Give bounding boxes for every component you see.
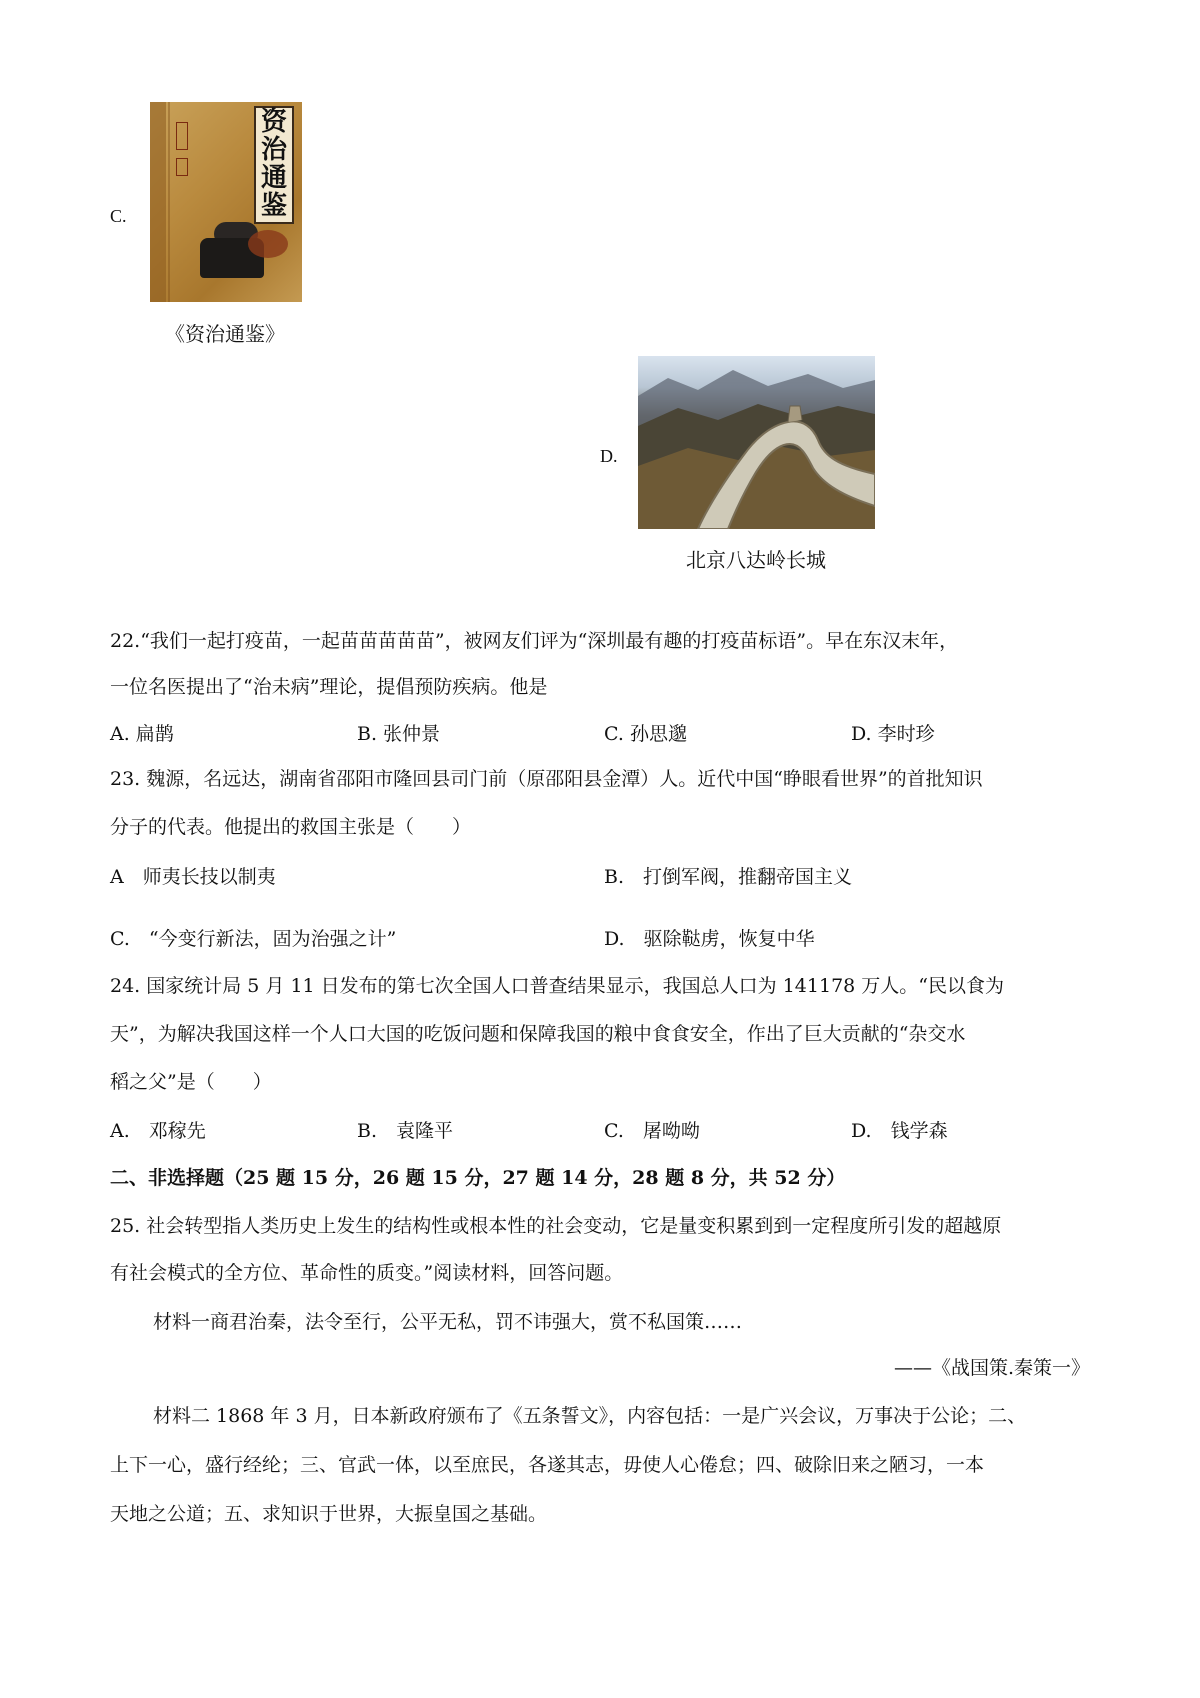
q22-option-a: A. 扁鹊: [110, 723, 174, 745]
q23-option-b: B. 打倒军阀，推翻帝国主义: [604, 866, 853, 888]
q24-option-c: C. 屠呦呦: [604, 1120, 700, 1142]
q23-option-a: A 师夷长技以制夷: [110, 866, 276, 888]
q25-material2-line3: 天地之公道；五、求知识于世界，大振皇国之基础。: [110, 1503, 548, 1525]
q24-option-d: D. 钱学森: [851, 1120, 948, 1142]
option-d-caption: 北京八达岭长城: [686, 548, 826, 572]
q24-option-b: B. 袁隆平: [357, 1120, 454, 1142]
book-title-char: 鉴: [260, 191, 287, 221]
q25-material1: 材料一商君治秦，法令至行，公平无私，罚不讳强大，赏不私国策……: [153, 1311, 743, 1333]
q24-option-a: A. 邓稼先: [110, 1120, 206, 1142]
book-title-char: 资: [260, 107, 287, 137]
q22-option-d: D. 李时珍: [851, 723, 935, 745]
option-c-label: C.: [110, 206, 127, 226]
q23-stem-line1: 23. 魏源，名远达，湖南省邵阳市隆回县司门前（原邵阳县金潭）人。近代中国“睁眼看世界”的首批知识: [110, 768, 983, 790]
q25-stem-line2: 有社会模式的全方位、革命性的质变。”阅读材料，回答问题。: [110, 1262, 624, 1284]
q23-stem-line2: 分子的代表。他提出的救国主张是（ ）: [110, 816, 472, 838]
q22-stem-line2: 一位名医提出了“治未病”理论，提倡预防疾病。他是: [110, 676, 548, 698]
q24-stem-line1: 24. 国家统计局 5 月 11 日发布的第七次全国人口普查结果显示，我国总人口为 141178 万人。“民以食为: [110, 975, 1005, 997]
book-title-char: 治: [260, 135, 287, 165]
great-wall-photo: [638, 356, 875, 529]
q25-stem-line1: 25. 社会转型指人类历史上发生的结构性或根本性的社会变动，它是量变积累到到一定程度所引发的超越原: [110, 1215, 1002, 1237]
q23-option-c: C. “今变行新法，固为治强之计”: [110, 928, 397, 950]
option-d-label: D.: [600, 446, 618, 466]
section2-heading: 二、非选择题（25 题 15 分，26 题 15 分，27 题 14 分，28 题 8 分，共 52 分）: [110, 1167, 846, 1189]
book-title-box: [254, 106, 294, 224]
q25-material2-line1: 材料二 1868 年 3 月，日本新政府颁布了《五条誓文》，内容包括：一是广兴会议，万事决于公论；二、: [153, 1405, 1027, 1427]
q24-stem-line3: 稻之父”是（ ）: [110, 1071, 272, 1093]
q22-stem-line1: 22.“我们一起打疫苗，一起苗苗苗苗苗”，被网友们评为“深圳最有趣的打疫苗标语”。早在东汉末年，: [110, 630, 959, 652]
book-title-char: 通: [260, 163, 287, 193]
q22-option-c: C. 孙思邈: [604, 723, 687, 745]
option-c-caption: 《资治通鉴》: [165, 322, 285, 346]
q22-option-b: B. 张仲景: [357, 723, 441, 745]
q25-material2-line2: 上下一心，盛行经纶；三、官武一体，以至庶民，各遂其志，毋使人心倦怠；四、破除旧来之陋习，一本: [110, 1454, 985, 1476]
q23-option-d: D. 驱除鞑虏，恢复中华: [604, 928, 815, 950]
q24-stem-line2: 天”，为解决我国这样一个人口大国的吃饭问题和保障我国的粮中食食安全，作出了巨大贡献的“杂交水: [110, 1023, 966, 1045]
q25-material1-source: ——《战国策.秦策一》: [893, 1357, 1090, 1379]
zizhi-tongjian-book-image: [150, 102, 302, 302]
